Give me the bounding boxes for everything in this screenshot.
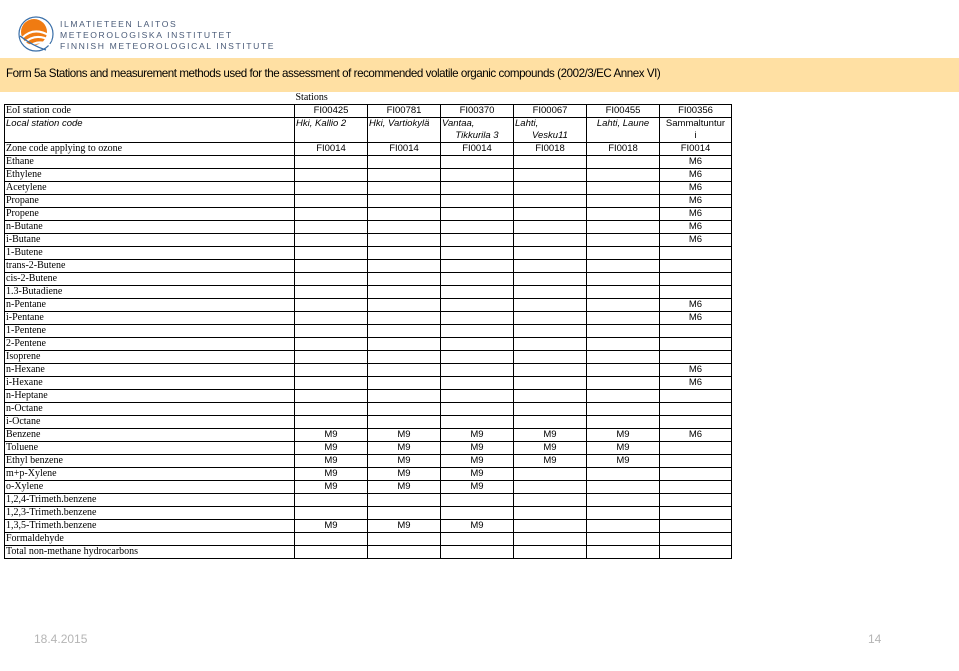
method-cell bbox=[441, 533, 514, 546]
method-cell: M9 bbox=[514, 429, 587, 442]
method-cell bbox=[295, 533, 368, 546]
zone-code-cell: FI0014 bbox=[368, 143, 441, 156]
method-cell bbox=[441, 364, 514, 377]
compound-name: i-Hexane bbox=[5, 377, 295, 390]
compound-name: 1,2,3-Trimeth.benzene bbox=[5, 507, 295, 520]
local-code-row-2 bbox=[5, 130, 732, 143]
method-cell bbox=[587, 468, 660, 481]
method-cell bbox=[587, 546, 660, 559]
method-cell: M6 bbox=[660, 364, 732, 377]
table-row bbox=[5, 364, 732, 377]
table-row bbox=[5, 494, 732, 507]
method-cell bbox=[514, 351, 587, 364]
method-cell bbox=[368, 494, 441, 507]
method-cell: M9 bbox=[441, 481, 514, 494]
method-cell bbox=[514, 338, 587, 351]
compound-name: 1-Pentene bbox=[5, 325, 295, 338]
table-row bbox=[5, 195, 732, 208]
footer-date: 18.4.2015 bbox=[34, 632, 88, 646]
method-cell bbox=[368, 234, 441, 247]
table-row bbox=[5, 507, 732, 520]
compound-name: m+p-Xylene bbox=[5, 468, 295, 481]
compound-name: Benzene bbox=[5, 429, 295, 442]
method-cell bbox=[514, 520, 587, 533]
local-code-row-1 bbox=[5, 118, 732, 131]
zone-code-row bbox=[5, 143, 732, 156]
method-cell bbox=[295, 169, 368, 182]
method-cell bbox=[368, 260, 441, 273]
zone-code-cell: FI0014 bbox=[295, 143, 368, 156]
method-cell: M6 bbox=[660, 377, 732, 390]
local-code-cell-2 bbox=[295, 130, 368, 143]
method-cell bbox=[587, 390, 660, 403]
method-cell bbox=[660, 351, 732, 364]
method-cell bbox=[368, 390, 441, 403]
method-cell bbox=[514, 377, 587, 390]
compound-name: trans-2-Butene bbox=[5, 260, 295, 273]
method-cell bbox=[514, 390, 587, 403]
method-cell bbox=[514, 325, 587, 338]
local-code-cell-2: Vesku11 bbox=[514, 130, 587, 143]
method-cell bbox=[368, 546, 441, 559]
method-cell bbox=[295, 403, 368, 416]
method-cell bbox=[295, 156, 368, 169]
method-cell bbox=[368, 507, 441, 520]
method-cell bbox=[660, 442, 732, 455]
method-cell bbox=[587, 260, 660, 273]
compound-name: Total non-methane hydrocarbons bbox=[5, 546, 295, 559]
table-row bbox=[5, 338, 732, 351]
method-cell: M9 bbox=[441, 429, 514, 442]
method-cell bbox=[514, 247, 587, 260]
compound-name: n-Pentane bbox=[5, 299, 295, 312]
method-cell bbox=[295, 273, 368, 286]
method-cell: M6 bbox=[660, 195, 732, 208]
table-row bbox=[5, 312, 732, 325]
method-cell bbox=[295, 364, 368, 377]
method-cell: M9 bbox=[295, 468, 368, 481]
compound-name: i-Pentane bbox=[5, 312, 295, 325]
method-cell bbox=[660, 416, 732, 429]
table-row bbox=[5, 390, 732, 403]
compound-name: 1,2,4-Trimeth.benzene bbox=[5, 494, 295, 507]
method-cell bbox=[368, 312, 441, 325]
method-cell bbox=[514, 364, 587, 377]
method-cell bbox=[295, 325, 368, 338]
zone-code-cell: FI0018 bbox=[514, 143, 587, 156]
method-cell bbox=[660, 481, 732, 494]
table-row bbox=[5, 208, 732, 221]
zone-code-cell: FI0014 bbox=[441, 143, 514, 156]
table-row bbox=[5, 429, 732, 442]
method-cell bbox=[587, 351, 660, 364]
method-cell: M9 bbox=[295, 481, 368, 494]
method-cell bbox=[514, 416, 587, 429]
method-cell: M9 bbox=[295, 520, 368, 533]
table-row bbox=[5, 520, 732, 533]
station-methods-table bbox=[4, 92, 732, 559]
compound-name: n-Hexane bbox=[5, 364, 295, 377]
method-cell bbox=[514, 312, 587, 325]
method-cell bbox=[441, 494, 514, 507]
method-cell bbox=[295, 208, 368, 221]
eoi-label: EoI station code bbox=[5, 105, 295, 118]
method-cell bbox=[295, 494, 368, 507]
method-cell bbox=[587, 403, 660, 416]
logo-line-1: ILMATIETEEN LAITOS bbox=[60, 19, 178, 29]
compound-name: Isoprene bbox=[5, 351, 295, 364]
method-cell bbox=[441, 403, 514, 416]
method-cell bbox=[441, 299, 514, 312]
local-code-label: Local station code bbox=[5, 118, 295, 131]
sun-logo-icon bbox=[16, 14, 56, 54]
method-cell bbox=[587, 169, 660, 182]
table-row bbox=[5, 234, 732, 247]
table-row bbox=[5, 247, 732, 260]
method-cell bbox=[660, 325, 732, 338]
method-cell bbox=[587, 286, 660, 299]
method-cell bbox=[368, 208, 441, 221]
method-cell bbox=[587, 338, 660, 351]
method-cell: M9 bbox=[368, 520, 441, 533]
method-cell bbox=[295, 338, 368, 351]
method-cell bbox=[660, 533, 732, 546]
method-cell bbox=[295, 416, 368, 429]
method-cell bbox=[368, 221, 441, 234]
table-row bbox=[5, 377, 732, 390]
method-cell bbox=[368, 325, 441, 338]
compound-name: Ethane bbox=[5, 156, 295, 169]
method-cell bbox=[441, 546, 514, 559]
local-code-cell: Hki, Vartiokylä bbox=[368, 118, 441, 131]
method-cell: M9 bbox=[441, 455, 514, 468]
method-cell bbox=[514, 481, 587, 494]
logo-line-3: FINNISH METEOROLOGICAL INSTITUTE bbox=[60, 41, 276, 51]
compound-name: Ethylene bbox=[5, 169, 295, 182]
method-cell bbox=[514, 507, 587, 520]
method-cell: M9 bbox=[368, 442, 441, 455]
method-cell bbox=[368, 273, 441, 286]
table-row bbox=[5, 416, 732, 429]
method-cell bbox=[441, 221, 514, 234]
method-cell bbox=[368, 169, 441, 182]
method-cell bbox=[514, 156, 587, 169]
method-cell bbox=[368, 416, 441, 429]
table-row bbox=[5, 533, 732, 546]
method-cell bbox=[295, 234, 368, 247]
header-blank-cell bbox=[5, 92, 295, 105]
method-cell bbox=[368, 247, 441, 260]
method-cell bbox=[514, 234, 587, 247]
method-cell bbox=[295, 351, 368, 364]
method-cell bbox=[441, 390, 514, 403]
method-cell bbox=[587, 507, 660, 520]
table-row bbox=[5, 182, 732, 195]
method-cell bbox=[514, 208, 587, 221]
table-row bbox=[5, 442, 732, 455]
table-row bbox=[5, 455, 732, 468]
method-cell bbox=[587, 182, 660, 195]
method-cell bbox=[587, 156, 660, 169]
table-row bbox=[5, 260, 732, 273]
local-code-cell: Sammaltuntur bbox=[660, 118, 732, 131]
method-cell bbox=[368, 156, 441, 169]
table-row bbox=[5, 546, 732, 559]
method-cell bbox=[295, 507, 368, 520]
method-cell: M9 bbox=[368, 468, 441, 481]
method-cell bbox=[660, 455, 732, 468]
compound-name: Acetylene bbox=[5, 182, 295, 195]
method-cell: M6 bbox=[660, 429, 732, 442]
table-row bbox=[5, 286, 732, 299]
local-code-cell: Vantaa, bbox=[441, 118, 514, 131]
method-cell: M9 bbox=[368, 429, 441, 442]
eoi-code-cell: FI00067 bbox=[514, 105, 587, 118]
method-cell bbox=[441, 208, 514, 221]
method-cell bbox=[295, 260, 368, 273]
method-cell bbox=[587, 377, 660, 390]
eoi-code-cell: FI00370 bbox=[441, 105, 514, 118]
local-code-cell-2: i bbox=[660, 130, 732, 143]
method-cell bbox=[441, 273, 514, 286]
method-cell bbox=[660, 247, 732, 260]
table-row bbox=[5, 299, 732, 312]
method-cell: M6 bbox=[660, 169, 732, 182]
method-cell: M9 bbox=[368, 481, 441, 494]
method-cell bbox=[514, 533, 587, 546]
table-row bbox=[5, 481, 732, 494]
method-cell bbox=[660, 260, 732, 273]
method-cell bbox=[514, 468, 587, 481]
method-cell bbox=[368, 351, 441, 364]
method-cell: M9 bbox=[441, 442, 514, 455]
method-cell bbox=[368, 377, 441, 390]
method-cell bbox=[441, 351, 514, 364]
method-cell bbox=[514, 260, 587, 273]
local-code-cell-2 bbox=[587, 130, 660, 143]
method-cell: M9 bbox=[368, 455, 441, 468]
local-code-cell-2: Tikkurila 3 bbox=[441, 130, 514, 143]
method-cell bbox=[660, 390, 732, 403]
method-cell bbox=[295, 299, 368, 312]
method-cell bbox=[660, 494, 732, 507]
local-code-cell: Lahti, bbox=[514, 118, 587, 131]
method-cell bbox=[441, 260, 514, 273]
zone-code-cell: FI0014 bbox=[660, 143, 732, 156]
table-row bbox=[5, 221, 732, 234]
method-cell: M6 bbox=[660, 221, 732, 234]
local-code-cell-2 bbox=[368, 130, 441, 143]
method-cell: M9 bbox=[295, 429, 368, 442]
table-row bbox=[5, 156, 732, 169]
compound-name: Toluene bbox=[5, 442, 295, 455]
method-cell bbox=[660, 286, 732, 299]
compound-name: i-Octane bbox=[5, 416, 295, 429]
method-cell bbox=[514, 299, 587, 312]
stations-header-row bbox=[5, 92, 732, 105]
method-cell bbox=[587, 247, 660, 260]
method-cell: M9 bbox=[514, 455, 587, 468]
method-cell bbox=[660, 520, 732, 533]
method-cell bbox=[441, 377, 514, 390]
footer-page-number: 14 bbox=[868, 632, 882, 646]
eoi-code-row bbox=[5, 105, 732, 118]
stations-label: Stations bbox=[295, 92, 328, 103]
method-cell bbox=[368, 195, 441, 208]
compound-name: n-Heptane bbox=[5, 390, 295, 403]
method-cell bbox=[660, 338, 732, 351]
method-cell bbox=[660, 403, 732, 416]
local-code-cell: Lahti, Laune bbox=[587, 118, 660, 131]
method-cell bbox=[295, 546, 368, 559]
method-cell: M9 bbox=[295, 442, 368, 455]
compound-name: Ethyl benzene bbox=[5, 455, 295, 468]
method-cell bbox=[587, 416, 660, 429]
method-cell bbox=[587, 364, 660, 377]
compound-name: 1.3-Butadiene bbox=[5, 286, 295, 299]
form-title: Form 5a Stations and measurement methods used for the assessment of recommended volatile organic compounds (2002/3/EC Annex VI) bbox=[6, 67, 661, 80]
table-row bbox=[5, 169, 732, 182]
method-cell bbox=[587, 273, 660, 286]
method-cell bbox=[368, 286, 441, 299]
method-cell bbox=[441, 286, 514, 299]
table-row bbox=[5, 351, 732, 364]
method-cell bbox=[441, 156, 514, 169]
method-cell bbox=[295, 221, 368, 234]
method-cell bbox=[368, 182, 441, 195]
method-cell bbox=[587, 533, 660, 546]
method-cell bbox=[587, 234, 660, 247]
method-cell: M9 bbox=[441, 520, 514, 533]
method-cell: M6 bbox=[660, 312, 732, 325]
eoi-code-cell: FI00781 bbox=[368, 105, 441, 118]
method-cell: M6 bbox=[660, 208, 732, 221]
method-cell: M6 bbox=[660, 156, 732, 169]
method-cell bbox=[587, 221, 660, 234]
compound-name: n-Octane bbox=[5, 403, 295, 416]
method-cell: M9 bbox=[514, 442, 587, 455]
method-cell bbox=[587, 494, 660, 507]
eoi-code-cell: FI00356 bbox=[660, 105, 732, 118]
method-cell bbox=[660, 546, 732, 559]
method-cell: M9 bbox=[587, 442, 660, 455]
table-row bbox=[5, 403, 732, 416]
method-cell bbox=[660, 507, 732, 520]
method-cell bbox=[441, 325, 514, 338]
method-cell bbox=[441, 169, 514, 182]
compound-name: cis-2-Butene bbox=[5, 273, 295, 286]
fmi-logo bbox=[16, 10, 276, 58]
zone-code-cell: FI0018 bbox=[587, 143, 660, 156]
method-cell bbox=[441, 507, 514, 520]
method-cell bbox=[514, 221, 587, 234]
method-cell: M6 bbox=[660, 182, 732, 195]
method-cell bbox=[514, 403, 587, 416]
method-cell bbox=[587, 195, 660, 208]
compound-name: n-Butane bbox=[5, 221, 295, 234]
eoi-code-cell: FI00455 bbox=[587, 105, 660, 118]
method-cell bbox=[587, 520, 660, 533]
logo-line-2: METEOROLOGISKA INSTITUTET bbox=[60, 30, 233, 40]
method-cell bbox=[441, 234, 514, 247]
compound-name: Propane bbox=[5, 195, 295, 208]
method-cell bbox=[514, 169, 587, 182]
method-cell bbox=[587, 481, 660, 494]
method-cell bbox=[514, 546, 587, 559]
method-cell bbox=[441, 312, 514, 325]
method-cell: M9 bbox=[587, 429, 660, 442]
compound-name: i-Butane bbox=[5, 234, 295, 247]
method-cell bbox=[441, 195, 514, 208]
method-cell bbox=[514, 182, 587, 195]
method-cell bbox=[587, 325, 660, 338]
table-row bbox=[5, 273, 732, 286]
compound-name: 2-Pentene bbox=[5, 338, 295, 351]
method-cell bbox=[660, 273, 732, 286]
method-cell: M6 bbox=[660, 299, 732, 312]
method-cell bbox=[587, 299, 660, 312]
method-cell bbox=[514, 494, 587, 507]
local-code-cell: Hki, Kallio 2 bbox=[295, 118, 368, 131]
method-cell bbox=[587, 208, 660, 221]
method-cell bbox=[295, 182, 368, 195]
method-cell bbox=[368, 533, 441, 546]
compound-name: o-Xylene bbox=[5, 481, 295, 494]
table-row bbox=[5, 468, 732, 481]
compound-name: 1,3,5-Trimeth.benzene bbox=[5, 520, 295, 533]
method-cell bbox=[514, 273, 587, 286]
method-cell bbox=[514, 286, 587, 299]
method-cell bbox=[295, 247, 368, 260]
compound-name: Propene bbox=[5, 208, 295, 221]
zone-code-label: Zone code applying to ozone bbox=[5, 143, 295, 156]
eoi-code-cell: FI00425 bbox=[295, 105, 368, 118]
method-cell bbox=[368, 403, 441, 416]
method-cell bbox=[368, 299, 441, 312]
method-cell: M9 bbox=[587, 455, 660, 468]
compound-name: 1-Butene bbox=[5, 247, 295, 260]
method-cell: M9 bbox=[441, 468, 514, 481]
method-cell bbox=[514, 195, 587, 208]
method-cell bbox=[660, 468, 732, 481]
method-cell bbox=[295, 312, 368, 325]
method-cell: M9 bbox=[295, 455, 368, 468]
method-cell bbox=[295, 377, 368, 390]
method-cell bbox=[441, 247, 514, 260]
method-cell bbox=[441, 416, 514, 429]
method-cell bbox=[587, 312, 660, 325]
method-cell bbox=[295, 390, 368, 403]
method-cell bbox=[368, 338, 441, 351]
method-cell bbox=[295, 195, 368, 208]
method-cell bbox=[295, 286, 368, 299]
method-cell bbox=[441, 182, 514, 195]
method-cell bbox=[441, 338, 514, 351]
method-cell: M6 bbox=[660, 234, 732, 247]
table-row bbox=[5, 325, 732, 338]
compound-name: Formaldehyde bbox=[5, 533, 295, 546]
method-cell bbox=[368, 364, 441, 377]
